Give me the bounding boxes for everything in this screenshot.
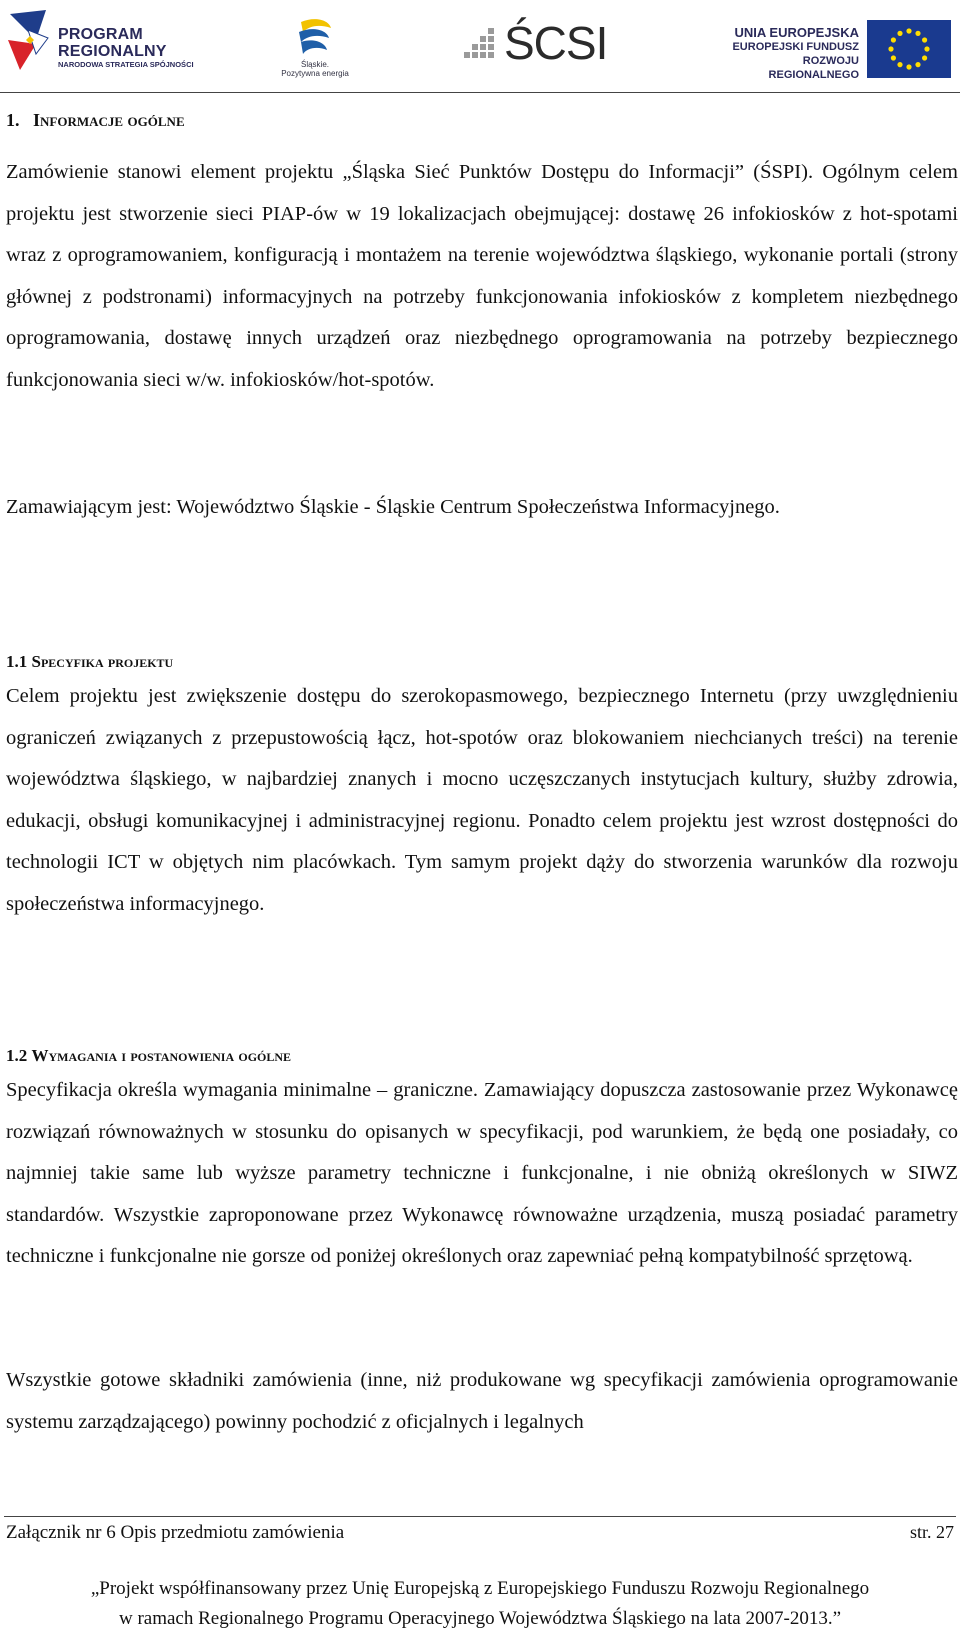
slaskie-swirl-icon <box>295 14 335 58</box>
eu-logo <box>727 20 953 80</box>
section-1-2-paragraph-2: Wszystkie gotowe składniki zamówienia (inne, niż produkowane wg specyfikacji zamówienia oprogramowanie systemu zarządzającego) powinny pochodzić z oficjalnych i legalnych <box>6 1369 958 1433</box>
slaskie-logo <box>270 14 360 84</box>
section-1-paragraph-2: Zamawiającym jest: Województwo Śląskie - Śląskie Centrum Społeczeństwa Informacyjnego. <box>6 496 780 518</box>
footer-cofinancing-note <box>0 1574 960 1634</box>
footer-divider <box>4 1516 956 1517</box>
section-1-title: Informacje ogólne <box>33 110 185 130</box>
scsi-dots-icon <box>462 22 502 62</box>
section-1-paragraph-1: Zamówienie stanowi element projektu „Śląska Sieć Punktów Dostępu do Informacji” (ŚSPI). Ogólnym celem projektu jest stworzenie sieci PIAP-ów w 19 lokalizacjach obejmującej: dostawę 26 infokiosków z hot-spotami wraz z oprogramowaniem, konfiguracją i montażem na terenie województwa śląskiego, wykonanie portali (strony głównej z podstronami) informacyjnych na potrzeby funkcjonowania infokiosków z kompletem niezbędnego oprogramowania, dostawę innych urządzeń oraz niezbędnego oprogramowania na potrzeby bezpiecznego funkcjonowania sieci w/w. infokiosków/hot-spotów. <box>6 161 958 391</box>
section-1-2-title: Wymagania i postanowienia ogólne <box>31 1046 292 1065</box>
slaskie-logo-tagline: Pozytywna energia <box>281 69 349 78</box>
section-1-1-number: 1.1 <box>6 652 28 671</box>
section-1-number: 1. <box>6 110 20 130</box>
eu-logo-line1: UNIA EUROPEJSKA <box>734 25 859 40</box>
footer-cofinancing-line-1: „Projekt współfinansowany przez Unię Europejską z Europejskiego Funduszu Rozwoju Regionalnego <box>90 1578 870 1599</box>
section-1-1-paragraph: Celem projektu jest zwiększenie dostępu do szerokopasmowego, bezpiecznego Internetu (przy uwzględnieniu ograniczeń związanych z przepustowością łącz, hot-spotów oraz blokowaniem niechcianych treści) na terenie województwa śląskiego, w najbardziej znanych i mocno uczęszczanych instytucjach kultury, służby zdrowia, edukacji, obsługi komunikacyjnej i administracyjnej regionu. Ponadto celem projektu jest wzrost dostępności do technologii ICT w objętych nim placówkach. Tym samym projekt dąży do stworzenia warunków dla rozwoju społeczeństwa informacyjnego. <box>6 685 958 915</box>
eu-flag-icon <box>867 20 951 78</box>
program-logo-line1: PROGRAM <box>58 26 143 43</box>
footer-attachment-label: Załącznik nr 6 Opis przedmiotu zamówienia <box>6 1522 345 1543</box>
scsi-logo-text: ŚCSI <box>504 17 608 69</box>
program-regionalny-text <box>58 26 194 70</box>
section-1-2-number: 1.2 <box>6 1046 28 1065</box>
section-1-1-title: Specyfika projektu <box>31 652 174 671</box>
section-1-1-heading <box>6 650 173 674</box>
eu-logo-text <box>727 26 859 82</box>
footer-cofinancing-line-2: w ramach Regionalnego Programu Operacyjnego Województwa Śląskiego na lata 2007-2013.” <box>118 1608 842 1629</box>
section-1-heading <box>6 108 185 132</box>
scsi-logo <box>462 18 632 68</box>
program-logo-line2: REGIONALNY <box>58 43 167 60</box>
header-divider <box>0 92 960 93</box>
section-1-2-paragraph-1: Specyfikacja określa wymagania minimalne – graniczne. Zamawiający dopuszcza zastosowanie przez Wykonawcę rozwiązań równoważnych w stosunku do opisanych w specyfikacji, pod warunkiem, że będą one posiadały, co najmniej takie same lub wyższe parametry techniczne i funkcjonalne, i nie obniżą określonych w SIWZ standardów. Wszystkie zaproponowane przez Wykonawcę równoważne urządzenia, muszą posiadać parametry techniczne i funkcjonalne nie gorsze od poniżej określonych oraz zapewniać pełną kompatybilność sprzętową. <box>6 1079 958 1267</box>
eu-logo-line2: EUROPEJSKI FUNDUSZ <box>732 41 859 53</box>
program-regionalny-logo <box>6 10 206 76</box>
section-1-2-heading <box>6 1044 291 1068</box>
program-regionalny-emblem-icon <box>6 10 52 72</box>
logo-bar <box>0 0 960 92</box>
eu-logo-line3: ROZWOJU REGIONALNEGO <box>768 55 859 81</box>
program-logo-line3: NARODOWA STRATEGIA SPÓJNOŚCI <box>58 60 194 69</box>
slaskie-logo-name: Śląskie. <box>300 60 329 69</box>
footer-page-number: str. 27 <box>909 1522 954 1542</box>
